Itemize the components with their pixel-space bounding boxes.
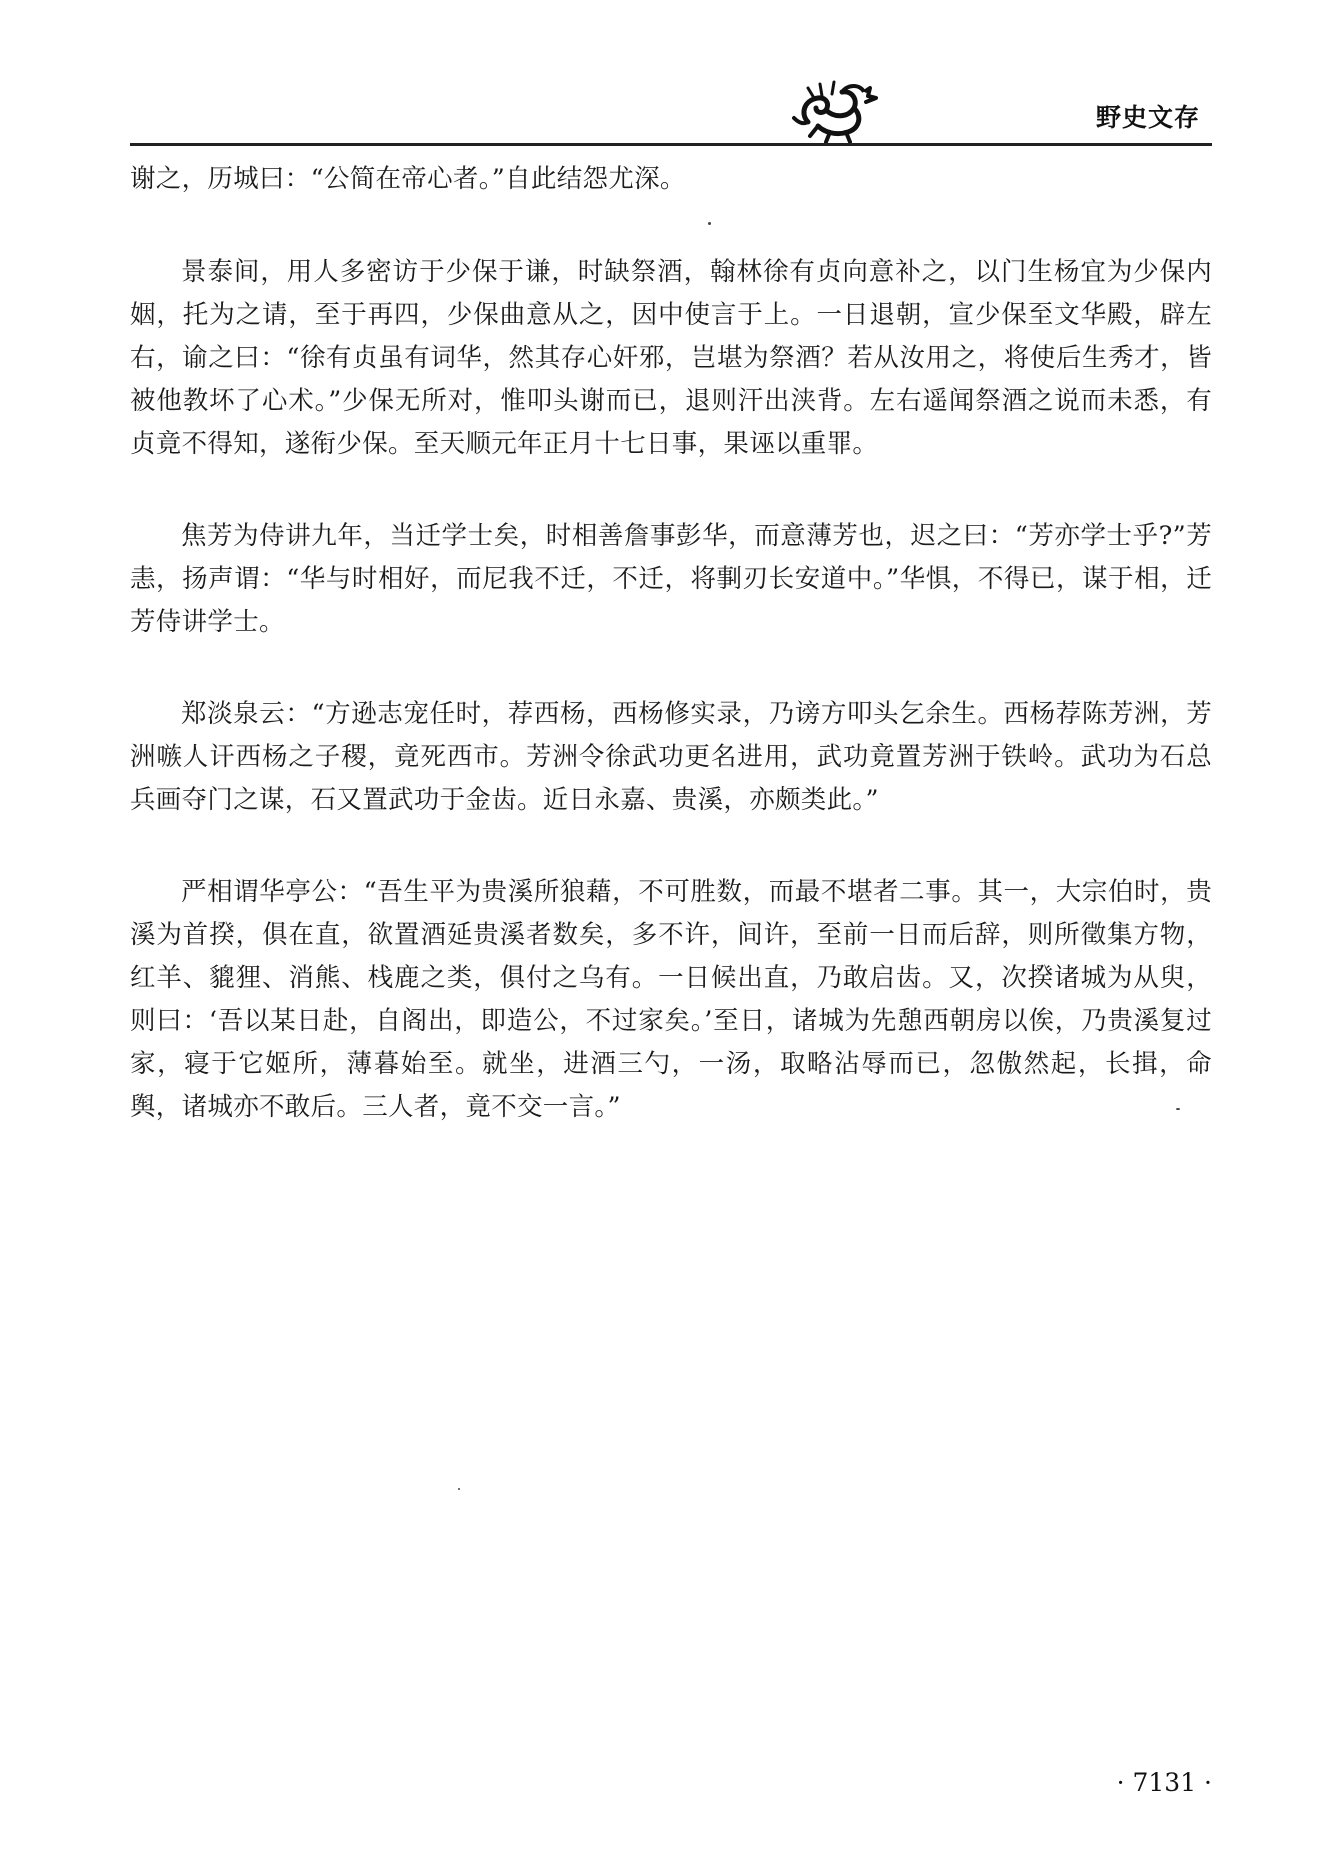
scan-speck xyxy=(1176,1108,1180,1110)
paragraph-jiaofang: 焦芳为侍讲九年，当迁学士矣，时相善詹事彭华，而意薄芳也，迟之曰：“芳亦学士乎?”芳恚，扬声谓：“华与时相好，而尼我不迁，不迁，将剚刃长安道中。”华惧，不得已，谋于相，迁芳侍讲学士。 xyxy=(130,521,1212,637)
paragraph-jingtai: 景泰间，用人多密访于少保于谦，时缺祭酒，翰林徐有贞向意补之，以门生杨宜为少保内姻，托为之请，至于再四，少保曲意从之，因中使言于上。一日退朝，宣少保至文华殿，辟左右，谕之曰：“徐有贞虽有词华，然其存心奸邪，岂堪为祭酒？若从汝用之，将使后生秀才，皆被他教坏了心术。”少保无所对，惟叩头谢而已，退则汗出浃背。左右遥闻祭酒之说而未悉，有贞竟不得知，遂衔少保。至天顺元年正月十七日事，果诬以重罪。 xyxy=(130,257,1212,459)
running-header xyxy=(130,78,1212,146)
paragraph-yan-xiang: 严相谓华亭公：“吾生平为贵溪所狼藉，不可胜数，而最不堪者二事。其一，大宗伯时，贵溪为首揆，俱在直，欲置酒延贵溪者数矣，多不许，间许，至前一日而后辞，则所徵集方物，红羊、貔狸、消熊、栈鹿之类，俱付之乌有。一日候出直，乃敢启齿。又，次揆诸城为从臾，则曰：‘吾以某日赴，自阁出，即造公，不过家矣。’至日，诸城为先憩西朝房以俟，乃贵溪复过家，寝于它姬所，薄暮始至。就坐，进酒三勺，一汤，取略沾辱而已，忽傲然起，长揖，命舆，诸城亦不敢后。三人者，竟不交一言。” xyxy=(130,877,1212,1122)
page-number: · 7131 · xyxy=(1116,1768,1212,1797)
page-body xyxy=(130,158,1212,1129)
paragraph-continued: 谢之，历城曰：“公简在帝心者。”自此结怨尤深。 xyxy=(130,164,686,194)
scan-speck xyxy=(458,1488,460,1490)
dragon-emblem-icon xyxy=(790,78,882,144)
scan-speck xyxy=(708,222,711,225)
paragraph-zheng-danquan: 郑淡泉云：“方逊志宠任时，荐西杨，西杨修实录，乃谤方叩头乞余生。西杨荐陈芳洲，芳洲嗾人讦西杨之子稷，竟死西市。芳洲令徐武功更名进用，武功竟置芳洲于铁岭。武功为石总兵画夺门之谋，石又置武功于金齿。近日永嘉、贵溪，亦颇类此。” xyxy=(130,699,1212,815)
header-divider xyxy=(130,143,1212,146)
book-title: 野史文存 xyxy=(1095,103,1200,132)
